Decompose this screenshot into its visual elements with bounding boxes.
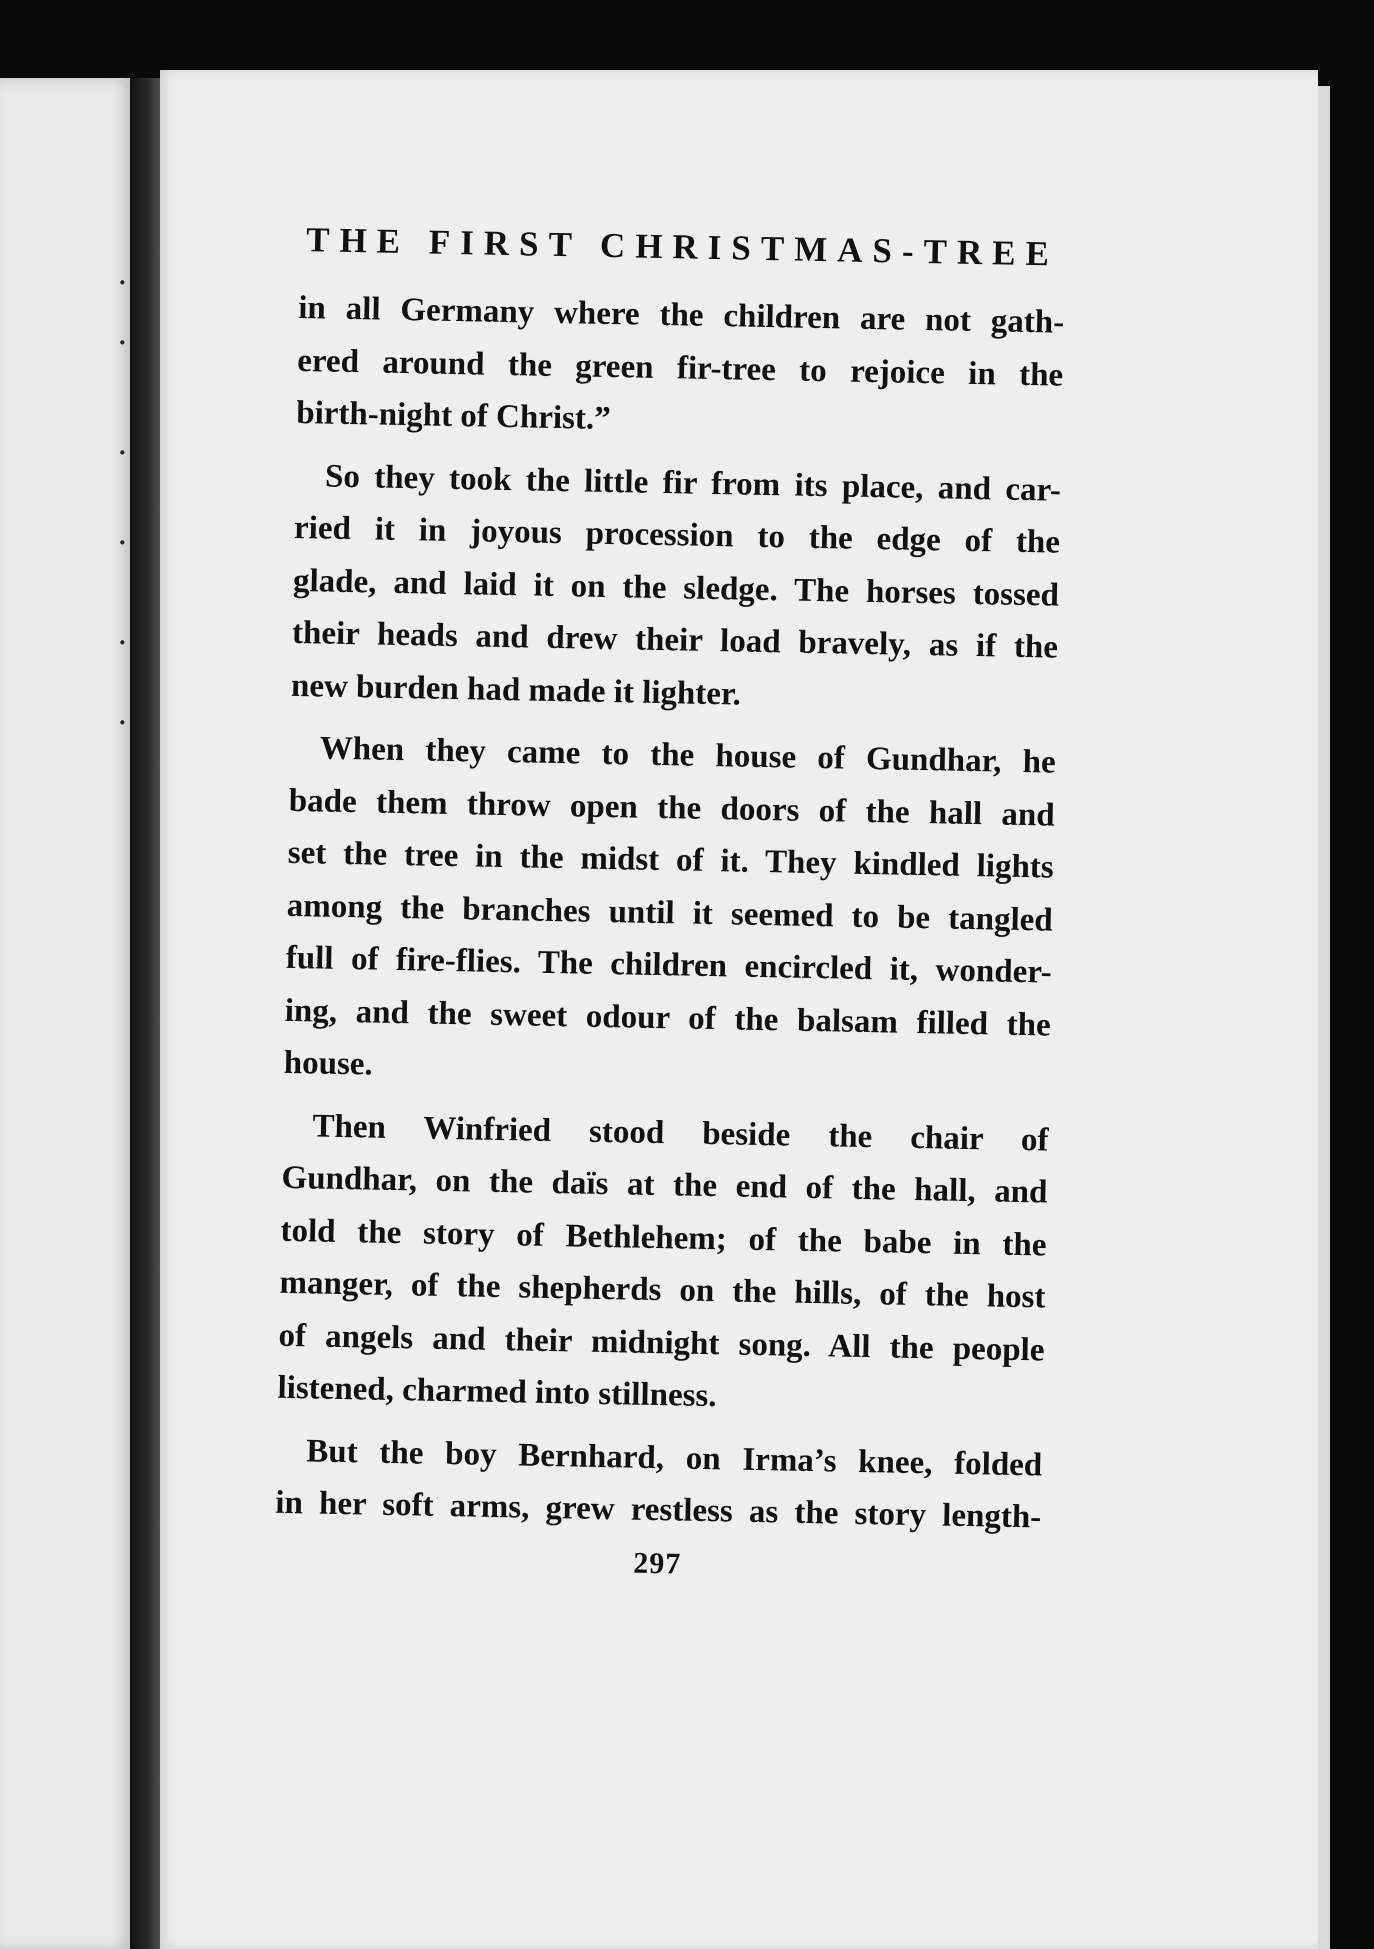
text-line: ing, and the sweet odour of the balsam filled the	[284, 992, 1052, 1044]
bleed-mark: ·	[118, 268, 127, 297]
book-page	[160, 70, 1318, 1949]
text-line: full of fire-flies. The children encircled it, wonder-	[285, 939, 1053, 991]
text-line: in her soft arms, grew restless as the story length-	[275, 1484, 1042, 1536]
text-line: Gundhar, on the daïs at the end of the hall, and	[281, 1159, 1048, 1211]
paragraph	[296, 282, 1065, 454]
page-number: 297	[632, 1546, 682, 1581]
page-text-block	[274, 220, 1066, 1588]
paragraph	[277, 1099, 1049, 1429]
text-line: When they came to the house of Gundhar, he	[319, 730, 1057, 781]
running-head: THE FIRST CHRISTMAS-TREE	[305, 220, 1060, 274]
bleed-mark: ·	[118, 328, 127, 357]
bleed-mark: ·	[118, 438, 127, 467]
page-edge-shadow	[1318, 86, 1330, 1949]
text-line: ried it in joyous procession to the edge of the	[293, 509, 1061, 561]
paragraph	[275, 1424, 1043, 1544]
text-line: among the branches until it seemed to be tangled	[286, 887, 1054, 939]
paragraph	[291, 449, 1062, 726]
text-line: Then Winfried stood beside the chair of	[312, 1107, 1049, 1159]
text-line: birth-night of Christ.”	[295, 394, 612, 437]
text-line: manger, of the shepherds on the hills, of the host	[279, 1264, 1046, 1316]
text-line: house.	[283, 1044, 374, 1083]
text-line: listened, charmed into stillness.	[277, 1369, 717, 1415]
text-line: But the boy Bernhard, on Irma’s knee, folded	[306, 1432, 1043, 1483]
text-line: new burden had made it lighter.	[290, 667, 742, 713]
text-line: bade them throw open the doors of the hall and	[288, 782, 1056, 834]
bleed-mark: ·	[118, 528, 127, 557]
text-line: told the story of Bethlehem; of the babe in the	[280, 1212, 1047, 1264]
text-line: their heads and drew their load bravely, as if the	[291, 614, 1059, 666]
book-gutter	[130, 78, 162, 1949]
text-line: of angels and their midnight song. All the people	[278, 1317, 1045, 1368]
facing-page-edge	[0, 78, 132, 1949]
paragraph	[283, 722, 1056, 1104]
bleed-mark: ·	[118, 628, 127, 657]
text-line: set the tree in the midst of it. They kindled lights	[287, 834, 1055, 886]
text-line: glade, and laid it on the sledge. The horses tossed	[292, 562, 1060, 614]
text-line: ered around the green fir-tree to rejoice in the	[296, 342, 1064, 394]
text-line: So they took the little fir from its place, and car-	[324, 458, 1062, 509]
bleed-mark: ·	[118, 708, 127, 737]
text-line: in all Germany where the children are not gath-	[297, 289, 1065, 341]
